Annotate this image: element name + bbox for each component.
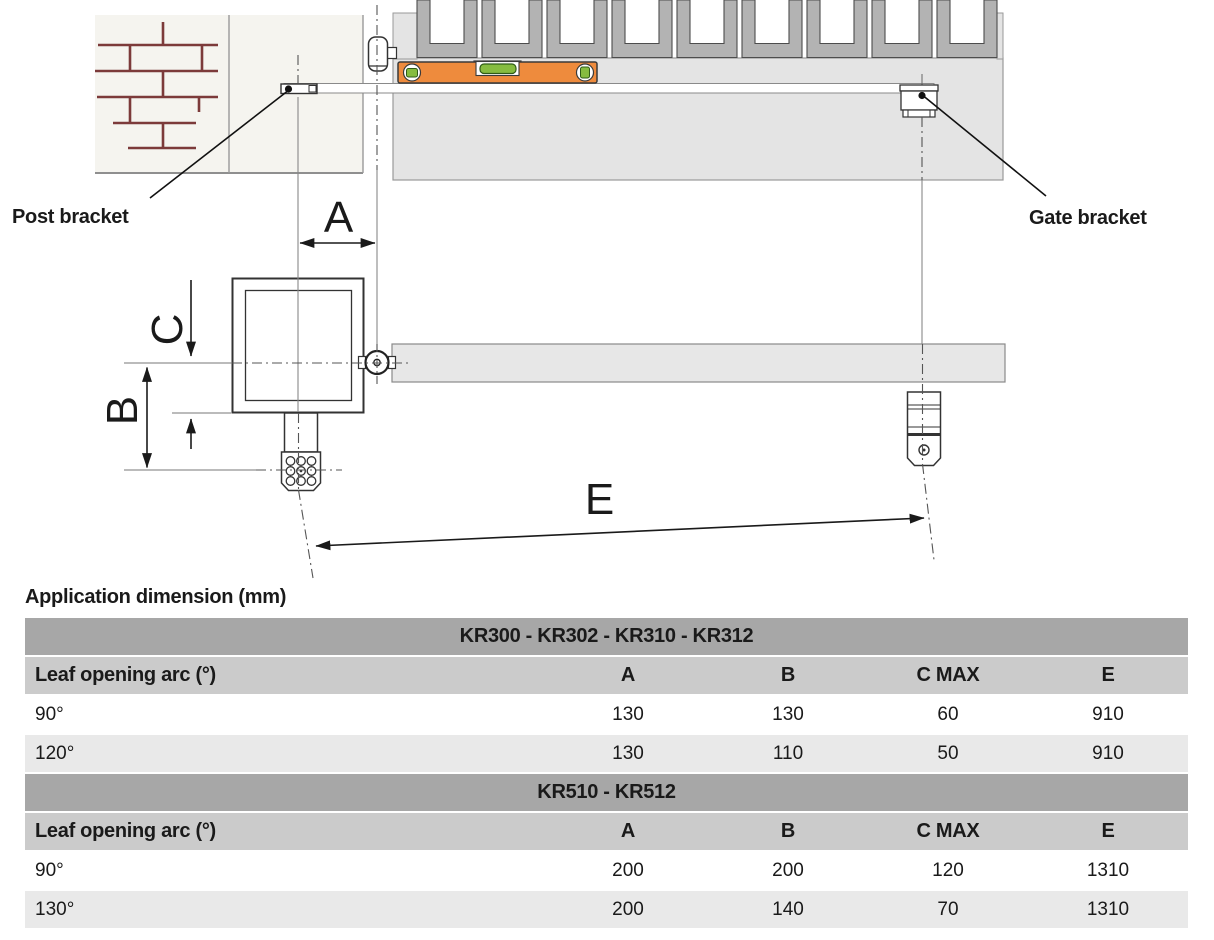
cell-cmax: 120 — [932, 859, 964, 881]
section-title: Application dimension (mm) — [25, 586, 287, 608]
dim-e-label: E — [584, 475, 614, 524]
gate-bracket-label: Gate bracket — [1029, 207, 1147, 229]
cell-cmax: 60 — [937, 703, 959, 725]
level-left-vial — [407, 69, 418, 78]
cell-cmax: 70 — [937, 898, 959, 920]
table2-header-row — [25, 813, 1188, 850]
cell-b: 110 — [772, 742, 804, 764]
level-right-vial — [581, 67, 590, 78]
cell-arc: 90° — [35, 859, 64, 881]
table1-title-row — [25, 618, 1188, 655]
table-row — [25, 852, 1188, 889]
cell-b: 200 — [772, 859, 804, 881]
col-header-b: B — [780, 820, 796, 842]
cell-arc: 90° — [35, 703, 64, 725]
col-header-cmax: C MAX — [916, 664, 980, 686]
cell-b: 130 — [772, 703, 804, 725]
col-header-e: E — [1101, 820, 1115, 842]
cell-a: 200 — [612, 859, 644, 881]
actuator-bar — [284, 84, 934, 94]
gate-leaf-plan — [392, 344, 1005, 382]
table2-title-row — [25, 774, 1188, 811]
cell-e: 910 — [1092, 703, 1124, 725]
col-header-e: E — [1101, 664, 1115, 686]
cell-arc: 120° — [35, 742, 75, 764]
spirit-level — [398, 61, 597, 83]
dim-c-label: C — [143, 314, 192, 346]
cell-a: 130 — [612, 703, 644, 725]
dimension-tables — [25, 618, 1188, 930]
cell-e: 1310 — [1086, 859, 1130, 881]
col-header-a: A — [620, 664, 636, 686]
post-bracket-label: Post bracket — [12, 206, 129, 228]
col-header-leaf-arc: Leaf opening arc (°) — [35, 820, 216, 842]
cell-a: 130 — [612, 742, 644, 764]
col-header-cmax: C MAX — [916, 820, 980, 842]
rear-mount-plate — [282, 413, 321, 491]
gate-bracket-plan — [908, 392, 941, 466]
table1-header-row — [25, 657, 1188, 694]
cell-b: 140 — [772, 898, 804, 920]
cell-arc: 130° — [35, 898, 75, 920]
table-row — [25, 696, 1188, 733]
table1-title: KR300 - KR302 - KR310 - KR312 — [459, 625, 754, 647]
dim-a-label: A — [323, 193, 353, 242]
gate-pickets — [417, 0, 997, 58]
col-header-b: B — [780, 664, 796, 686]
cell-a: 200 — [612, 898, 644, 920]
table-row — [25, 735, 1188, 772]
wall-and-pillar — [95, 15, 363, 173]
level-horizontal-vial — [480, 64, 516, 74]
col-header-a: A — [620, 820, 636, 842]
cell-e: 1310 — [1086, 898, 1130, 920]
cell-e: 910 — [1092, 742, 1124, 764]
gate-hinge — [369, 37, 397, 71]
dim-b-label: B — [98, 396, 147, 426]
table2-title: KR510 - KR512 — [537, 781, 676, 803]
cell-cmax: 50 — [937, 742, 959, 764]
col-header-leaf-arc: Leaf opening arc (°) — [35, 664, 216, 686]
table-row — [25, 891, 1188, 928]
